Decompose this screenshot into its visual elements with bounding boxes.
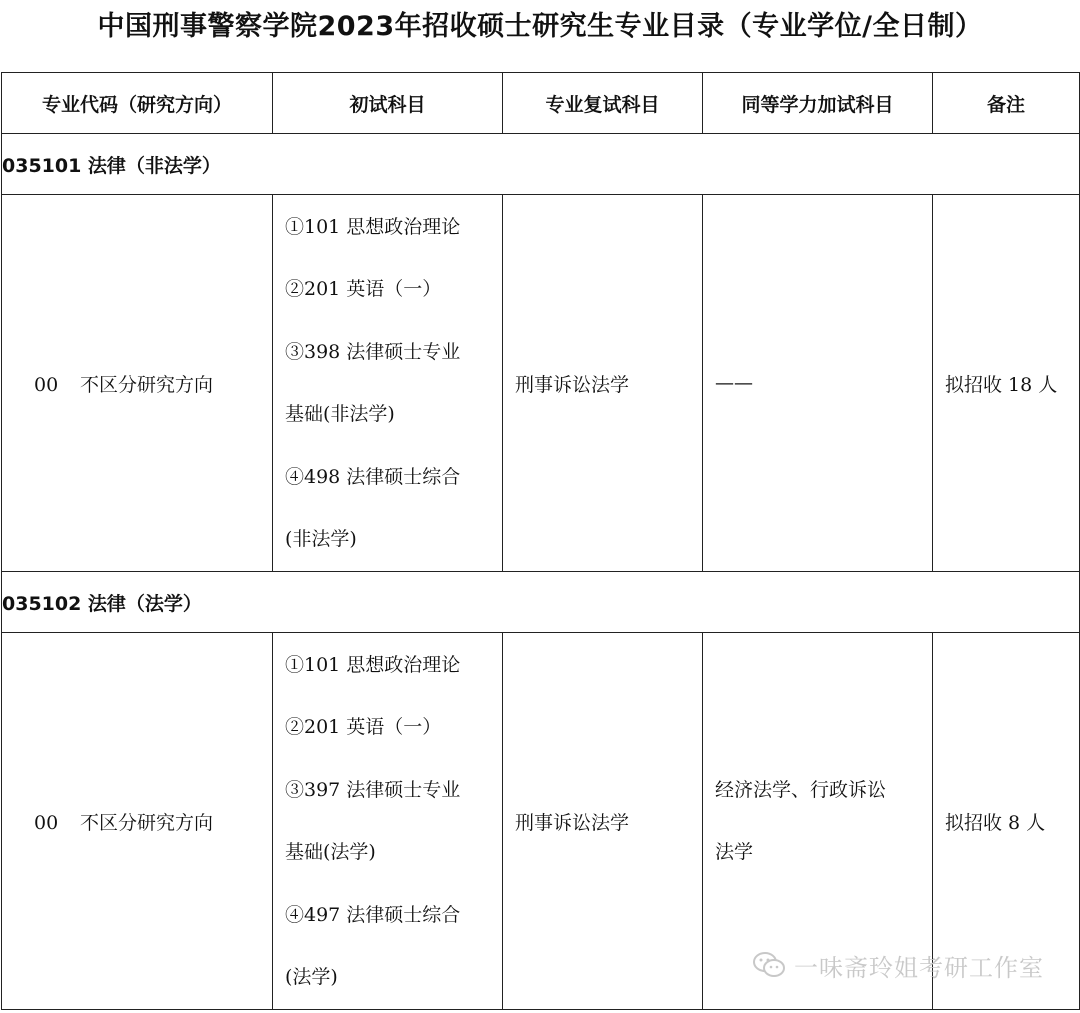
direction-code: 00 [34,373,59,396]
note-cell: 拟招收 8 人 [933,633,1080,1010]
exam-subject-line: ②201 英语（一） [285,716,442,738]
exam-subject-line: 基础(非法学) [285,403,395,425]
equivalent-extra-line: —— [715,372,753,394]
direction-name: 不区分研究方向 [80,811,214,834]
section-heading: 035101 法律（非法学） [2,134,1080,195]
exam-subject-line: ④498 法律硕士综合 [285,465,461,488]
direction-code: 00 [34,811,59,834]
header-equivalent-extra: 同等学力加试科目 [703,73,933,134]
table-header-row [2,73,1080,134]
section-heading-row [2,134,1080,195]
direction-name: 不区分研究方向 [80,373,214,396]
exam-subject-line: ②201 英语（一） [285,278,442,300]
exam-subject-line: ①101 思想政治理论 [285,653,461,676]
wechat-icon [752,951,786,979]
page-title: 中国刑事警察学院2023年招收硕士研究生专业目录（专业学位/全日制） [97,11,983,42]
section-heading-row [2,572,1080,633]
exam-subject-line: 基础(法学) [285,841,376,863]
equivalent-extra-cell [703,195,933,572]
exam-subject-line: (非法学) [285,528,357,550]
program-catalog-table [1,72,1080,1010]
exam-subject-line: (法学) [285,966,338,988]
exam-subject-line: ①101 思想政治理论 [285,215,461,238]
retest-subject-cell: 刑事诉讼法学 [503,633,703,1010]
direction-cell [2,633,273,1010]
exam-subject-line: ③398 法律硕士专业 [285,340,461,363]
retest-subject-cell: 刑事诉讼法学 [503,195,703,572]
direction-cell [2,195,273,572]
exam-subject-line: ③397 法律硕士专业 [285,778,461,801]
equivalent-extra-line: 经济法学、行政诉讼 [715,779,887,801]
watermark-text: 一味斋玲姐考研工作室 [794,953,1044,982]
note-cell: 拟招收 18 人 [933,195,1080,572]
header-note: 备注 [933,73,1080,134]
exam-subject-line: ④497 法律硕士综合 [285,903,461,926]
exam-subjects-cell [273,195,503,572]
header-program-code: 专业代码（研究方向） [2,73,273,134]
section-heading: 035102 法律（法学） [2,572,1080,633]
header-exam-subjects: 初试科目 [273,73,503,134]
table-row [2,195,1080,572]
equivalent-extra-line: 法学 [715,841,754,863]
header-retest-subject: 专业复试科目 [503,73,703,134]
exam-subjects-cell [273,633,503,1010]
watermark [752,947,1044,983]
